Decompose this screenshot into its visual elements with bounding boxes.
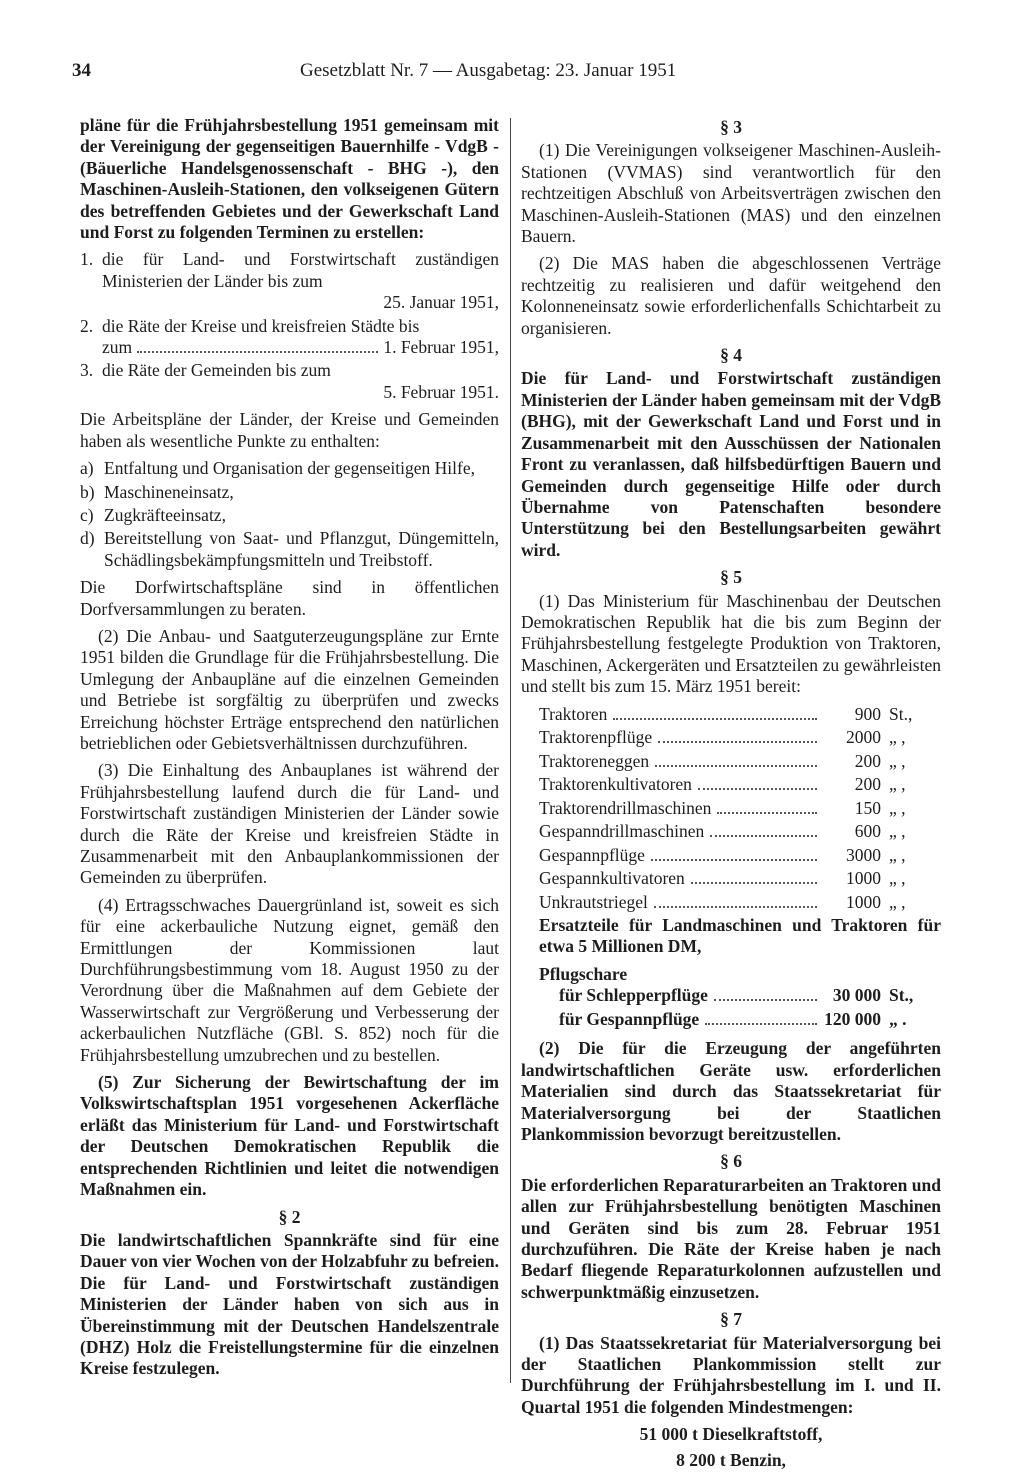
- point-item: d) Bereitstellung von Saat- und Pflanzgut, Düngemitteln, Schädlingsbekämpfungsmitteln und Treibstoff.: [80, 528, 499, 570]
- machine-row: Traktoren 900 St.,: [539, 703, 913, 724]
- deadline-date: 1. Februar 1951,: [383, 337, 499, 358]
- plough-heading: Pflugschare: [539, 963, 628, 984]
- column-divider: [510, 118, 511, 1383]
- deadline-text: die Räte der Kreise und kreisfreien Städte bis: [102, 315, 420, 336]
- point-item: b) Maschineneinsatz,: [80, 481, 234, 502]
- machine-row: Traktorenpflüge 2000 „ ,: [539, 727, 906, 748]
- right-column: [521, 115, 941, 1476]
- section-heading-5: § 5: [720, 567, 742, 588]
- machine-row: Unkrautstriegel 1000 „ ,: [539, 891, 906, 912]
- section-heading-7: § 7: [720, 1309, 742, 1330]
- paragraph-4: (4) Ertragsschwaches Dauergrünland ist, soweit es sich für eine ackerbauliche Nutzung eignet, gemäß den Ermittlungen der Kommissionen laut Durchführungsbestimmung vom 18. August 1950 zu der Verordnung über die Maßnahmen auf dem Gebiete der Wasserwirtschaft zur Vergrößerung und Verbesserung der ackerbaulichen Nutzfläche (GBl. S. 852) noch für die Frühjahrsbestellung umzubrechen und zu bestellen.: [80, 894, 499, 1065]
- paragraph-3: (3) Die Einhaltung des Anbauplanes ist während der Frühjahrsbestellung laufend durch die für Land- und Forstwirtschaft zuständigen Ministerien der Länder sowie durch die Räte der Kreise und kreisfreien Städte in Zusammenarbeit mit den Anbauplankommissionen der Gemeinden zu überprüfen.: [80, 760, 499, 888]
- deadline-number: 1.: [80, 249, 94, 270]
- running-header: Gesetzblatt Nr. 7 — Ausgabetag: 23. Januar 1951: [300, 60, 677, 81]
- section-2-text: Die landwirtschaftlichen Spannkräfte sind für eine Dauer von vier Wochen von der Holzabfuhr zu befreien. Die für Land- und Forstwirtschaft zuständigen Ministerien der Länder haben von sich aus in Übereinstimmung mit der Deutschen Handelszentrale (DHZ) Holz die Freistellungstermine für die einzelnen Kreise festzulegen.: [80, 1229, 499, 1379]
- section-3-p1: (1) Die Vereinigungen volkseigener Maschinen-Ausleih-Stationen (VVMAS) sind verantwortlich für den rechtzeitigen Abschluß von Arbeitsverträgen zwischen den Maschinen-Ausleih-Stationen (MAS) und den einzelnen Bauern.: [521, 140, 941, 247]
- paragraph-2: (2) Die Anbau- und Saatguterzeugungspläne zur Ernte 1951 bilden die Grundlage für die Frühjahrsbestellung. Die Umlegung der Anbaupläne auf die einzelnen Gemeinden und Betriebe ist sorgfältig zu überprüfen und zwecks Erreichung höchster Erträge entsprechend den natürlichen betrieblichen oder Gebietsverhältnissen durchzuführen.: [80, 625, 499, 753]
- machine-row: Traktoreneggen 200 „ ,: [539, 750, 906, 771]
- machine-row: Gespannpflüge 3000 „ ,: [539, 844, 906, 865]
- deadline-text: die für Land- und Forstwirtschaft zuständigen Ministerien der Länder bis zum: [102, 249, 499, 291]
- section-heading-6: § 6: [720, 1151, 742, 1172]
- section-heading-4: § 4: [720, 345, 742, 366]
- material-row: 51 000 t Dieselkraftstoff,: [639, 1424, 823, 1445]
- deadline-list: [80, 249, 499, 403]
- deadline-lead: zum: [102, 337, 133, 358]
- plough-row: für Gespannpflüge 120 000 „ .: [559, 1008, 907, 1029]
- deadline-text: die Räte der Gemeinden bis zum: [102, 360, 331, 381]
- plough-row: für Schlepperpflüge 30 000 St.,: [559, 985, 914, 1006]
- paragraph-5: (5) Zur Sicherung der Bewirtschaftung der im Volkswirtschaftsplan 1951 vorgesehenen Ackerfläche erläßt das Ministerium für Land- und Forstwirtschaft der Deutschen Demokratischen Republik die entsprechenden Richtlinien und leitet die notwendigen Maßnahmen ein.: [80, 1072, 499, 1200]
- spare-parts-line: Ersatzteile für Landmaschinen und Traktoren für etwa 5 Millionen DM,: [539, 915, 941, 957]
- machine-list: [539, 704, 941, 916]
- point-item: c) Zugkräfteeinsatz,: [80, 504, 226, 525]
- section-heading-3: § 3: [720, 117, 742, 137]
- machine-row: Gespanndrillmaschinen 600 „ ,: [539, 821, 906, 842]
- material-row: 8 200 t Benzin,: [676, 1450, 786, 1471]
- section-7-p1: (1) Das Staatssekretariat für Materialversorgung bei der Staatlichen Plankommission stellt zur Durchführung der Frühjahrsbestellung im I. und II. Quartal 1951 die folgenden Mindestmengen:: [521, 1332, 941, 1417]
- materials-list: [521, 1424, 941, 1476]
- points-list: [80, 458, 499, 571]
- section-4-text: Die für Land- und Forstwirtschaft zuständigen Ministerien der Länder haben gemeinsam mit der VdgB (BHG), mit der Gewerkschaft Land und Forst und in Zusammenarbeit mit den Ausschüssen der Nationalen Front zu veranlassen, daß hilfsbedürftigen Bauern und Gemeinden durch gegenseitige Hilfe oder durch Übernahme von Patenschaften besondere Unterstützung bei den Bestellungsarbeiten gewährt wird.: [521, 368, 941, 560]
- point-item: a) Entfaltung und Organisation der gegenseitigen Hilfe,: [80, 458, 475, 479]
- points-intro: Die Arbeitspläne der Länder, der Kreise und Gemeinden haben als wesentliche Punkte zu enthalten:: [80, 409, 499, 451]
- section-6-text: Die erforderlichen Reparaturarbeiten an Traktoren und allen zur Frühjahrsbestellung benötigten Maschinen und Geräten sind bis zum 28. Februar 1951 durchzuführen. Die Räte der Kreise haben je nach Bedarf fliegende Reparaturkolonnen aufzustellen und schwerpunktmäßig einzusetzen.: [521, 1174, 941, 1302]
- deadline-item: [80, 249, 499, 313]
- intro-paragraph: pläne für die Frühjahrsbestellung 1951 gemeinsam mit der Vereinigung der gegenseitigen Bauernhilfe - VdgB - (Bäuerliche Handelsgenossenschaft - BHG -), den Maschinen-Ausleih-Stationen, den volkseigenen Gütern des betreffenden Gebietes und der Gewerkschaft Land und Forst zu folgenden Terminen zu erstellen:: [80, 115, 499, 243]
- machine-row: Traktorendrillmaschinen 150 „ ,: [539, 797, 906, 818]
- deadline-number: 2.: [80, 315, 94, 336]
- deadline-date: 5. Februar 1951.: [383, 381, 499, 402]
- dot-leader: [137, 351, 378, 353]
- deadline-number: 3.: [80, 360, 94, 381]
- section-5-p1: (1) Das Ministerium für Maschinenbau der Deutschen Demokratischen Republik hat die bis zum Beginn der Frühjahrsbestellung festgelegte Produktion von Traktoren, Maschinen, Ackergeräten und Ersatzteilen zu gewährleisten und stellt bis zum 15. März 1951 bereit:: [521, 590, 941, 697]
- deadline-item: [80, 316, 499, 359]
- section-heading-2: § 2: [278, 1206, 301, 1227]
- section-3-p2: (2) Die MAS haben die abgeschlossenen Verträge rechtzeitig zu realisieren und dafür weitgehend den Kolonneneinsatz sowie erforderlichenfalls Schichtarbeit zu organisieren.: [521, 253, 941, 338]
- machine-row: Traktorenkultivatoren 200 „ ,: [539, 774, 906, 795]
- deadline-date: 25. Januar 1951,: [383, 292, 499, 313]
- page-number: 34: [72, 60, 91, 81]
- dorf-paragraph: Die Dorfwirtschaftspläne sind in öffentlichen Dorfversammlungen zu beraten.: [80, 577, 499, 619]
- plough-list: [559, 985, 941, 1032]
- left-column: [80, 115, 499, 1386]
- section-5-p2: (2) Die für die Erzeugung der angeführten landwirtschaftlichen Geräte usw. erforderlichen Materialien sind durch das Staatssekretariat für Materialversorgung bei der Staatlichen Plankommission bevorzugt bereitzustellen.: [521, 1038, 941, 1144]
- machine-row: Gespannkultivatoren 1000 „ ,: [539, 868, 906, 889]
- deadline-item: [80, 360, 499, 403]
